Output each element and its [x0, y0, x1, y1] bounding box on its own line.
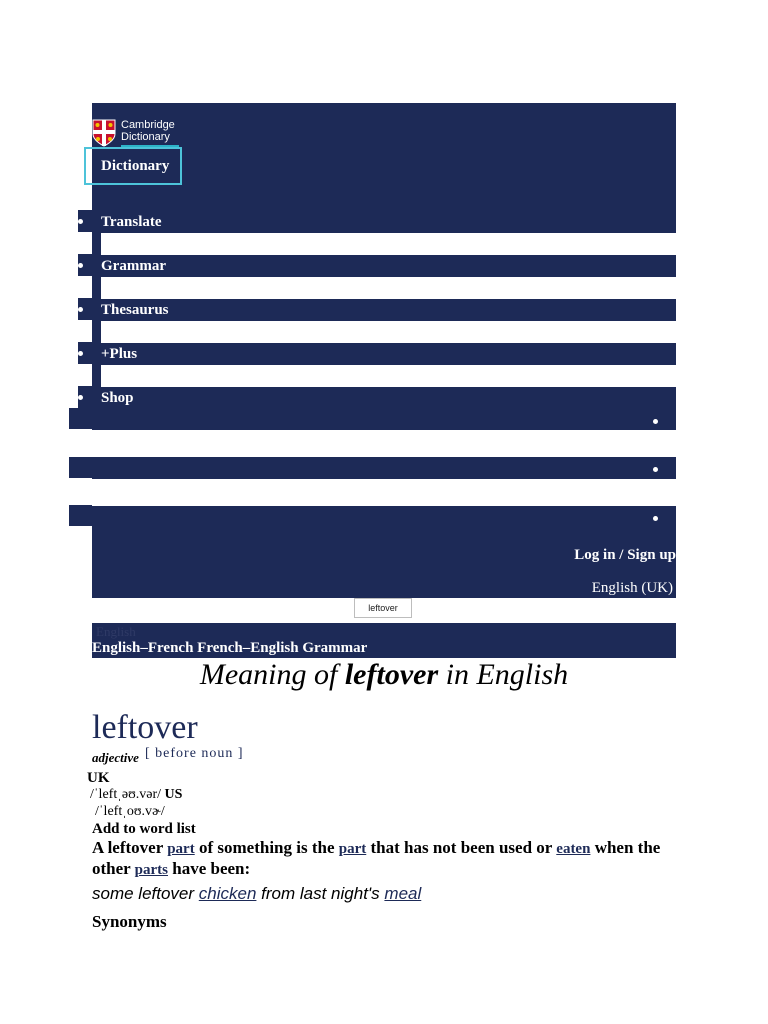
- us-label: US: [164, 787, 183, 802]
- nav-gap: [101, 321, 676, 343]
- side-tab-marker: [69, 457, 92, 478]
- menu-dot: [653, 516, 658, 521]
- logo-line-dictionary: Dictionary: [121, 131, 170, 143]
- pronunciation-uk: [90, 787, 182, 803]
- add-to-word-list-button[interactable]: Add to word list: [92, 821, 196, 837]
- pronunciation-us: /ˈleftˌoʊ.vɚ/: [95, 804, 165, 819]
- example-link-meal[interactable]: meal: [384, 884, 422, 903]
- ipa-uk-text: /ˈleftˌəʊ.vər/: [90, 787, 162, 802]
- cambridge-shield-icon: [92, 119, 116, 147]
- synonyms-heading[interactable]: Synonyms: [92, 912, 167, 931]
- headword: leftover: [92, 709, 198, 746]
- definition-text: have been:: [172, 859, 251, 878]
- dict-link-grammar[interactable]: Grammar: [302, 640, 368, 656]
- dictionary-bar-current: English: [96, 624, 136, 639]
- definition-text: that has not been used or: [370, 838, 553, 857]
- logo-line-cambridge: Cambridge: [121, 119, 175, 131]
- nav-gap: [101, 233, 676, 255]
- definition-text: A leftover: [92, 838, 163, 857]
- definition-link-part[interactable]: part: [167, 841, 195, 857]
- example-link-chicken[interactable]: chicken: [198, 884, 257, 903]
- definition-text: of something is the: [198, 838, 335, 857]
- cambridge-dictionary-logo[interactable]: [92, 117, 179, 149]
- definition: [92, 838, 682, 880]
- nav-gap: [101, 277, 676, 299]
- nav-thesaurus[interactable]: Thesaurus: [101, 302, 169, 318]
- title-word: leftover: [344, 658, 439, 691]
- uk-label: UK: [87, 770, 110, 786]
- side-gap: [92, 479, 676, 506]
- menu-dot: [653, 419, 658, 424]
- nav-translate[interactable]: Translate: [101, 214, 162, 230]
- dict-link-french-english[interactable]: French–English: [197, 640, 299, 656]
- nav-shop[interactable]: Shop: [101, 390, 134, 406]
- example-text: from last night's: [261, 884, 380, 903]
- definition-link-part[interactable]: part: [338, 841, 367, 857]
- part-of-speech: adjective: [92, 750, 139, 765]
- nav-bullet: [78, 307, 83, 312]
- nav-bullet: [78, 263, 83, 268]
- title-suffix: in English: [445, 658, 569, 691]
- dictionary-bar-links: [92, 640, 367, 657]
- nav-grammar[interactable]: Grammar: [101, 258, 166, 274]
- language-selector[interactable]: English (UK): [591, 580, 673, 596]
- nav-gap: [101, 365, 676, 387]
- nav-bullet: [78, 219, 83, 224]
- grammar-label: [ before noun ]: [145, 746, 244, 761]
- side-tab-marker: [69, 505, 92, 526]
- side-tab-marker: [69, 408, 92, 429]
- example-sentence: [92, 884, 421, 904]
- example-text: some leftover: [92, 884, 195, 903]
- nav-bullet: [78, 167, 83, 172]
- dict-link-english-french[interactable]: English–French: [92, 640, 194, 656]
- title-prefix: Meaning of: [199, 658, 338, 691]
- search-input[interactable]: leftover: [354, 598, 412, 618]
- nav-plus[interactable]: +Plus: [101, 346, 138, 362]
- nav-bullet: [78, 351, 83, 356]
- definition-link-eaten[interactable]: eaten: [556, 841, 591, 857]
- definition-text: when the other: [92, 838, 661, 878]
- nav-bullet: [78, 395, 83, 400]
- menu-dot: [653, 467, 658, 472]
- side-gap: [92, 430, 676, 457]
- page-title: [0, 658, 768, 692]
- definition-link-parts[interactable]: parts: [134, 862, 168, 878]
- login-signup-link[interactable]: Log in / Sign up: [574, 547, 676, 563]
- nav-dictionary[interactable]: Dictionary: [101, 158, 170, 174]
